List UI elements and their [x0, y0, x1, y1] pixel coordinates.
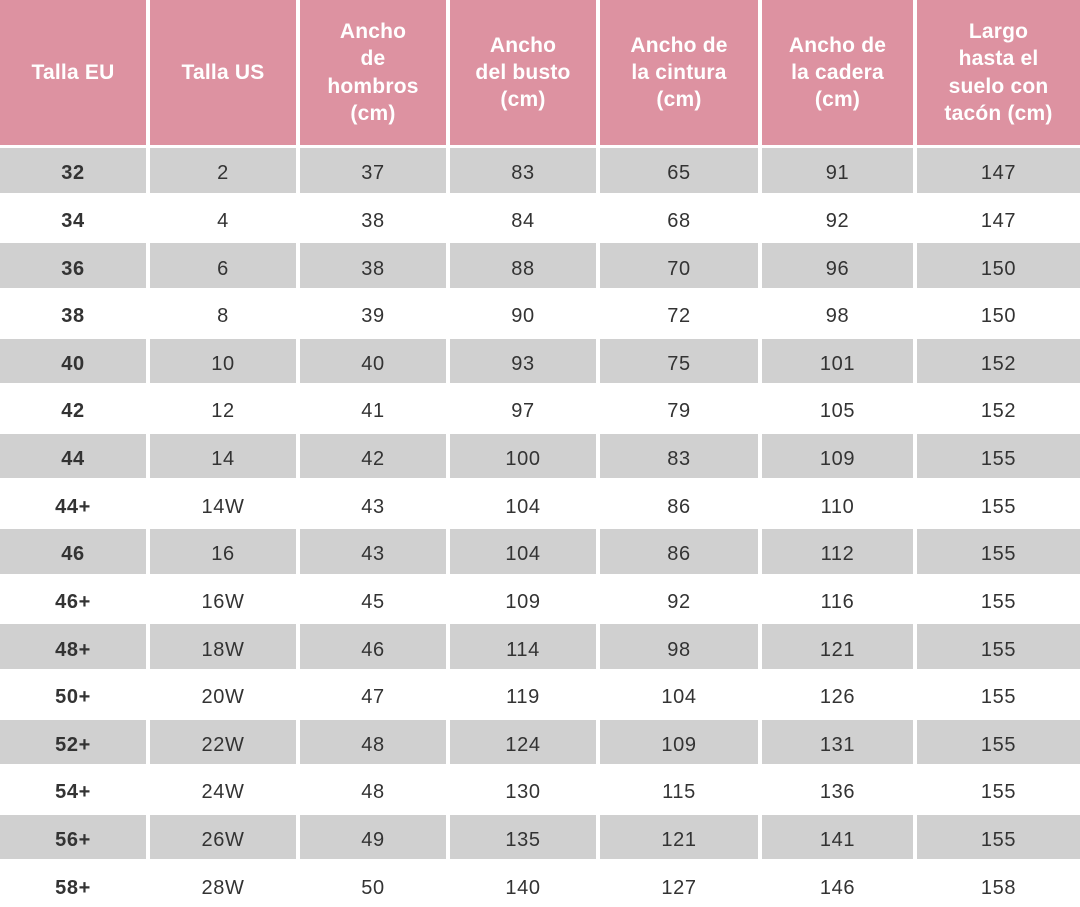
table-cell-talla-eu: 52+ [0, 720, 146, 765]
table-cell-largo-suelo: 147 [917, 148, 1080, 193]
table-cell-talla-us: 10 [150, 339, 296, 384]
header-cell-talla-eu [0, 0, 146, 145]
table-cell-ancho-cadera: 131 [762, 720, 913, 765]
table-cell-ancho-cintura: 68 [600, 196, 758, 241]
table-cell-talla-eu: 32 [0, 148, 146, 193]
table-cell-talla-us: 24W [150, 767, 296, 812]
table-cell-ancho-cintura: 109 [600, 720, 758, 765]
table-cell-talla-eu: 42 [0, 386, 146, 431]
table-cell-ancho-busto: 124 [450, 720, 596, 765]
header-cell-ancho-busto [450, 0, 596, 145]
table-cell-ancho-busto: 140 [450, 862, 596, 907]
table-cell-talla-us: 6 [150, 243, 296, 288]
table-cell-ancho-cintura: 83 [600, 434, 758, 479]
table-cell-ancho-cadera: 110 [762, 481, 913, 526]
header-label-line: la cadera [791, 60, 884, 84]
table-cell-ancho-cadera: 105 [762, 386, 913, 431]
table-cell-talla-eu: 44+ [0, 481, 146, 526]
table-cell-ancho-cintura: 86 [600, 529, 758, 574]
table-cell-talla-eu: 44 [0, 434, 146, 479]
table-cell-talla-us: 20W [150, 672, 296, 717]
table-cell-talla-eu: 46 [0, 529, 146, 574]
table-cell-ancho-cintura: 75 [600, 339, 758, 384]
header-label-line: la cintura [631, 60, 727, 84]
table-cell-talla-eu: 40 [0, 339, 146, 384]
table-cell-ancho-busto: 84 [450, 196, 596, 241]
table-cell-largo-suelo: 155 [917, 815, 1080, 860]
table-cell-largo-suelo: 155 [917, 481, 1080, 526]
table-cell-ancho-cintura: 92 [600, 577, 758, 622]
header-label-line: de [360, 47, 386, 71]
header-label-line: Ancho [489, 33, 557, 57]
table-cell-ancho-cintura: 72 [600, 291, 758, 336]
table-cell-ancho-busto: 130 [450, 767, 596, 812]
header-label-line: hombros [327, 74, 419, 98]
table-cell-ancho-cintura: 104 [600, 672, 758, 717]
table-cell-ancho-busto: 83 [450, 148, 596, 193]
table-cell-ancho-cintura: 86 [600, 481, 758, 526]
table-cell-ancho-cadera: 112 [762, 529, 913, 574]
header-label-line: Ancho [339, 19, 407, 43]
table-cell-talla-us: 2 [150, 148, 296, 193]
table-cell-ancho-cadera: 141 [762, 815, 913, 860]
table-cell-talla-us: 14W [150, 481, 296, 526]
table-cell-ancho-busto: 119 [450, 672, 596, 717]
table-cell-ancho-hombros: 40 [300, 339, 446, 384]
table-cell-ancho-cintura: 98 [600, 624, 758, 669]
table-cell-ancho-cintura: 79 [600, 386, 758, 431]
table-cell-ancho-busto: 109 [450, 577, 596, 622]
table-cell-largo-suelo: 152 [917, 386, 1080, 431]
table-cell-ancho-cadera: 101 [762, 339, 913, 384]
table-cell-talla-us: 22W [150, 720, 296, 765]
table-cell-largo-suelo: 155 [917, 672, 1080, 717]
table-cell-talla-us: 12 [150, 386, 296, 431]
table-cell-ancho-busto: 104 [450, 481, 596, 526]
table-cell-talla-us: 8 [150, 291, 296, 336]
table-cell-ancho-hombros: 45 [300, 577, 446, 622]
table-cell-largo-suelo: 155 [917, 577, 1080, 622]
table-cell-ancho-cadera: 109 [762, 434, 913, 479]
header-cell-largo-suelo [917, 0, 1080, 145]
table-cell-ancho-hombros: 42 [300, 434, 446, 479]
table-cell-ancho-hombros: 41 [300, 386, 446, 431]
header-label-line: (cm) [814, 88, 861, 112]
table-cell-talla-us: 16 [150, 529, 296, 574]
table-cell-talla-eu: 54+ [0, 767, 146, 812]
header-label-line: Ancho de [788, 33, 887, 57]
table-cell-ancho-cadera: 98 [762, 291, 913, 336]
table-cell-ancho-cadera: 91 [762, 148, 913, 193]
table-cell-largo-suelo: 155 [917, 529, 1080, 574]
table-cell-talla-us: 4 [150, 196, 296, 241]
table-cell-largo-suelo: 158 [917, 862, 1080, 907]
table-cell-ancho-hombros: 43 [300, 529, 446, 574]
table-cell-ancho-hombros: 38 [300, 196, 446, 241]
table-cell-ancho-cintura: 115 [600, 767, 758, 812]
table-cell-largo-suelo: 150 [917, 243, 1080, 288]
table-cell-talla-us: 26W [150, 815, 296, 860]
table-cell-ancho-hombros: 48 [300, 767, 446, 812]
table-cell-talla-us: 14 [150, 434, 296, 479]
header-label-line: Talla US [181, 60, 265, 84]
table-cell-ancho-cadera: 121 [762, 624, 913, 669]
header-label-line: del busto [475, 60, 571, 84]
table-cell-talla-eu: 34 [0, 196, 146, 241]
table-cell-largo-suelo: 152 [917, 339, 1080, 384]
table-cell-talla-eu: 56+ [0, 815, 146, 860]
table-cell-talla-eu: 38 [0, 291, 146, 336]
table-cell-talla-eu: 46+ [0, 577, 146, 622]
header-label-line: (cm) [500, 88, 546, 112]
table-cell-ancho-busto: 114 [450, 624, 596, 669]
header-label-line: (cm) [656, 88, 702, 112]
table-cell-talla-us: 28W [150, 862, 296, 907]
table-cell-ancho-cadera: 116 [762, 577, 913, 622]
table-cell-talla-us: 16W [150, 577, 296, 622]
table-cell-ancho-busto: 97 [450, 386, 596, 431]
table-cell-ancho-cadera: 146 [762, 862, 913, 907]
table-cell-largo-suelo: 150 [917, 291, 1080, 336]
header-cell-ancho-hombros [300, 0, 446, 145]
table-cell-ancho-cadera: 126 [762, 672, 913, 717]
table-cell-ancho-hombros: 43 [300, 481, 446, 526]
header-label-line: tacón (cm) [944, 101, 1053, 125]
table-cell-ancho-hombros: 37 [300, 148, 446, 193]
table-cell-ancho-hombros: 46 [300, 624, 446, 669]
header-label-line: suelo con [948, 74, 1049, 98]
header-cell-ancho-cadera [762, 0, 913, 145]
header-label-line: Talla EU [31, 60, 115, 84]
header-label-line: hasta el [958, 47, 1039, 71]
table-cell-largo-suelo: 147 [917, 196, 1080, 241]
table-cell-ancho-busto: 135 [450, 815, 596, 860]
header-label-line: Ancho de [630, 33, 728, 57]
table-cell-talla-eu: 48+ [0, 624, 146, 669]
table-cell-largo-suelo: 155 [917, 720, 1080, 765]
table-cell-ancho-cintura: 127 [600, 862, 758, 907]
table-cell-ancho-cintura: 65 [600, 148, 758, 193]
table-cell-ancho-busto: 100 [450, 434, 596, 479]
table-cell-ancho-hombros: 38 [300, 243, 446, 288]
header-label-line: Largo [968, 19, 1029, 43]
table-cell-ancho-busto: 93 [450, 339, 596, 384]
table-cell-ancho-busto: 88 [450, 243, 596, 288]
table-cell-ancho-hombros: 49 [300, 815, 446, 860]
table-cell-ancho-cintura: 70 [600, 243, 758, 288]
table-cell-largo-suelo: 155 [917, 624, 1080, 669]
table-cell-ancho-cadera: 92 [762, 196, 913, 241]
table-cell-largo-suelo: 155 [917, 434, 1080, 479]
table-cell-ancho-cadera: 136 [762, 767, 913, 812]
header-cell-ancho-cintura [600, 0, 758, 145]
header-cell-talla-us [150, 0, 296, 145]
table-cell-talla-us: 18W [150, 624, 296, 669]
table-cell-largo-suelo: 155 [917, 767, 1080, 812]
table-cell-talla-eu: 58+ [0, 862, 146, 907]
table-cell-ancho-hombros: 50 [300, 862, 446, 907]
table-cell-ancho-cintura: 121 [600, 815, 758, 860]
table-cell-talla-eu: 50+ [0, 672, 146, 717]
table-cell-ancho-hombros: 39 [300, 291, 446, 336]
table-cell-ancho-busto: 90 [450, 291, 596, 336]
table-cell-ancho-cadera: 96 [762, 243, 913, 288]
header-label-line: (cm) [350, 101, 396, 125]
table-cell-ancho-hombros: 48 [300, 720, 446, 765]
table-cell-ancho-busto: 104 [450, 529, 596, 574]
table-cell-talla-eu: 36 [0, 243, 146, 288]
table-cell-ancho-hombros: 47 [300, 672, 446, 717]
